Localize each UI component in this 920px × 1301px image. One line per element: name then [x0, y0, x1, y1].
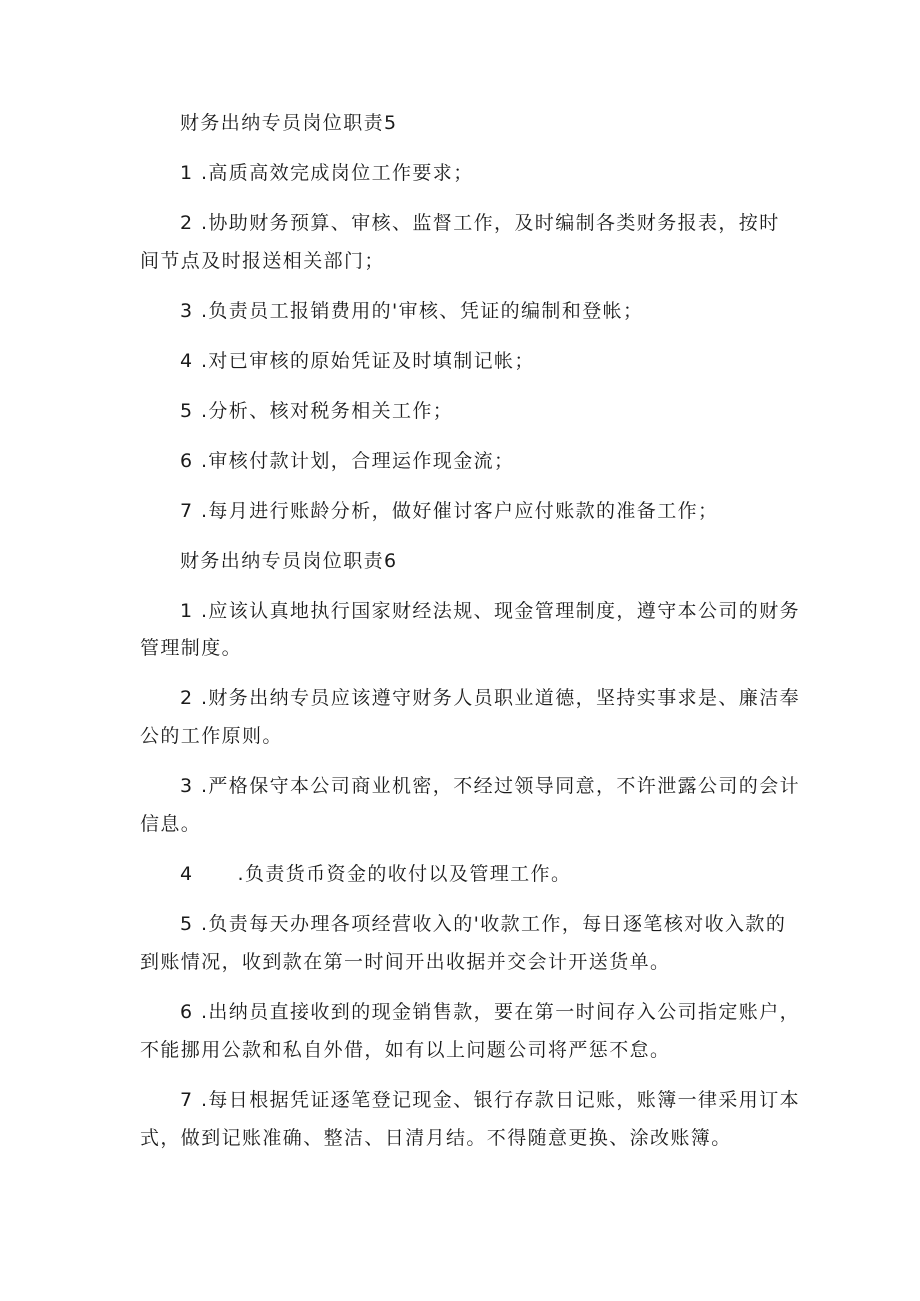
item-text-continuation: 信息。 — [140, 813, 202, 835]
item-number: 3 — [180, 300, 194, 322]
list-item — [180, 211, 840, 235]
item-text-continuation: 间节点及时报送相关部门； — [140, 250, 385, 272]
list-item — [180, 599, 840, 623]
item-number: 2 — [180, 212, 194, 234]
item-number: 5 — [180, 400, 194, 422]
list-item — [180, 349, 840, 373]
item-text: .对已审核的原始凭证及时填制记帐； — [200, 350, 535, 372]
item-number: 4 — [180, 350, 194, 372]
list-item — [180, 399, 840, 423]
item-text-continuation: 管理制度。 — [140, 637, 243, 659]
list-item — [180, 1000, 840, 1024]
item-text: .出纳员直接收到的现金销售款，要在第一时间存入公司指定账户， — [200, 1001, 800, 1023]
item-number: 6 — [180, 450, 194, 472]
item-text-continuation: 公的工作原则。 — [140, 725, 283, 747]
list-item — [180, 449, 840, 473]
item-number: 2 — [180, 687, 194, 709]
item-number: 7 — [180, 1089, 194, 1111]
item-number: 7 — [180, 500, 194, 522]
item-number: 5 — [180, 913, 194, 935]
item-text: .负责每天办理各项经营收入的'收款工作，每日逐笔核对收入款的 — [200, 913, 787, 935]
list-item — [180, 1088, 840, 1112]
item-number: 1 — [180, 162, 194, 184]
item-text-continuation: 到账情况，收到款在第一时间开出收据并交会计开送货单。 — [140, 951, 671, 973]
item-text-continuation: 不能挪用公款和私自外借，如有以上问题公司将严惩不怠。 — [140, 1039, 671, 1061]
list-item — [180, 774, 840, 798]
item-text: .负责货币资金的收付以及管理工作。 — [237, 863, 572, 885]
item-number: 6 — [180, 1001, 194, 1023]
item-text: .每日根据凭证逐笔登记现金、银行存款日记账，账簿一律采用订本 — [200, 1089, 800, 1111]
item-text: .分析、核对税务相关工作； — [200, 400, 454, 422]
item-text-continuation: 式，做到记账准确、整洁、日清月结。不得随意更换、涂改账簿。 — [140, 1127, 732, 1149]
item-text: .协助财务预算、审核、监督工作，及时编制各类财务报表，按时 — [200, 212, 780, 234]
list-item — [180, 499, 840, 523]
section-heading: 财务出纳专员岗位职责5 — [180, 112, 398, 134]
item-text: .高质高效完成岗位工作要求； — [200, 162, 474, 184]
list-item — [180, 686, 840, 710]
item-number: 4 — [180, 863, 194, 885]
item-text: .严格保守本公司商业机密，不经过领导同意，不许泄露公司的会计 — [200, 775, 800, 797]
list-item — [180, 161, 840, 185]
item-text: .财务出纳专员应该遵守财务人员职业道德，坚持实事求是、廉洁奉 — [200, 687, 800, 709]
item-text: .负责员工报销费用的'审核、凭证的编制和登帐； — [200, 300, 644, 322]
item-text: .应该认真地执行国家财经法规、现金管理制度，遵守本公司的财务 — [200, 600, 800, 622]
item-text: .每月进行账龄分析，做好催讨客户应付账款的准备工作； — [200, 500, 719, 522]
item-number: 3 — [180, 775, 194, 797]
list-item — [180, 862, 840, 886]
list-item — [180, 912, 840, 936]
section-heading: 财务出纳专员岗位职责6 — [180, 550, 398, 572]
item-text: .审核付款计划，合理运作现金流； — [200, 450, 515, 472]
item-number: 1 — [180, 600, 194, 622]
list-item — [180, 299, 840, 323]
